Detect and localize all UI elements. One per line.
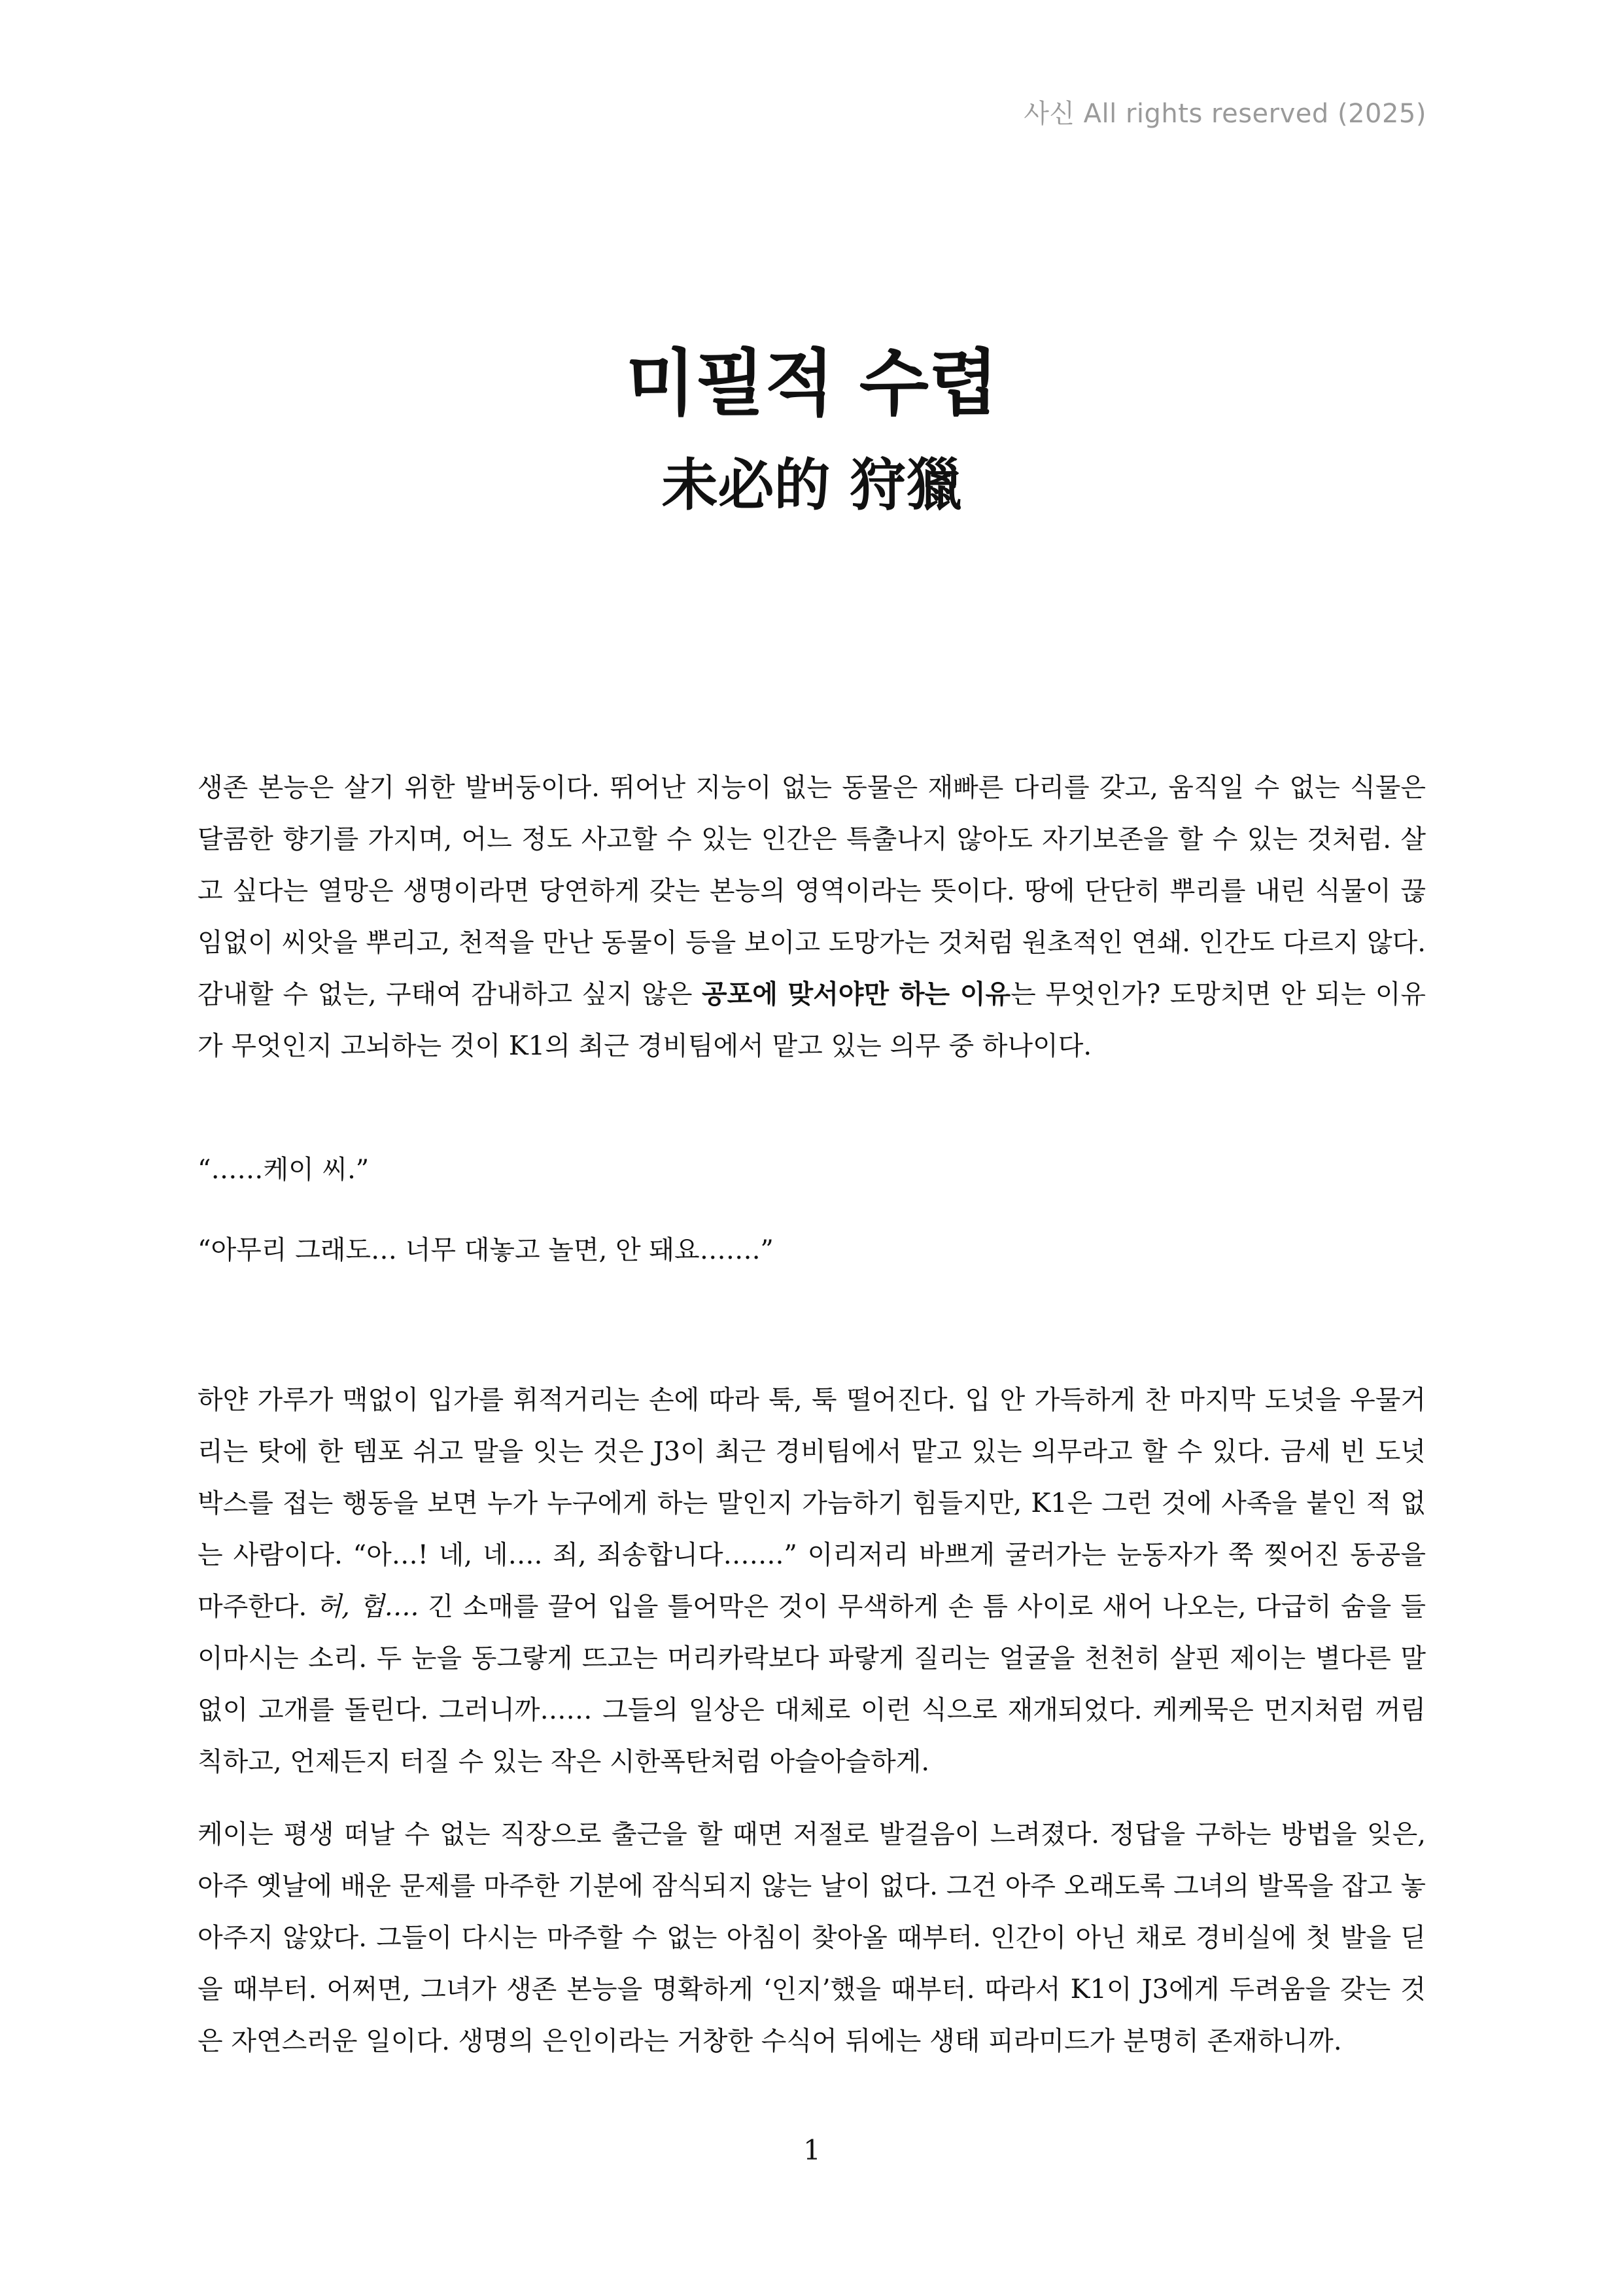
- title-block: [0, 340, 1624, 519]
- paragraph-1-bold: 공포에 맞서야만 하는 이유: [702, 979, 1011, 1009]
- dialogue-line-2: “아무리 그래도… 너무 대놓고 놀면, 안 돼요…….”: [198, 1235, 774, 1265]
- paragraph-4: 케이는 평생 떠날 수 없는 직장으로 출근을 할 때면 저절로 발걸음이 느려졌다. 정답을 구하는 방법을 잊은, 아주 옛날에 배운 문제를 마주한 기분에 잠식되지 않는 날이 없다. 그건 아주 오래도록 그녀의 발목을 잡고 놓아주지 않았다. 그들이 다시는 마주할 수 없는 아침이 찾아올 때부터. 인간이 아닌 채로 경비실에 첫 발을 딛을 때부터. 어쩌면, 그녀가 생존 본능을 명확하게 ‘인지’했을 때부터. 따라서 K1이 J3에게 두려움을 갖는 것은 자연스러운 일이다. 생명의 은인이라는 거창한 수식어 뒤에는 생태 피라미드가 분명히 존재하니까.: [198, 1819, 1426, 2056]
- title-hanja: 未必的 狩獵: [661, 452, 963, 518]
- paragraph-3-italic: 허, 헙….: [316, 1592, 419, 1622]
- paragraph-3-text-end: 긴 소매를 끌어 입을 틀어막은 것이 무색하게 손 틈 사이로 새어 나오는, 다급히 숨을 들이마시는 소리. 두 눈을 동그랗게 뜨고는 머리카락보다 파랗게 질리는 얼굴을 천천히 살핀 제이는 별다른 말 없이 고개를 돌린다. 그러니까…… 그들의 일상은 대체로 이런 식으로 재개되었다. 케케묵은 먼지처럼 꺼림칙하고, 언제든지 터질 수 있는 작은 시한폭탄처럼 아슬아슬하게.: [198, 1592, 1426, 1777]
- title-korean: 미필적 수렵: [625, 341, 999, 425]
- paragraph-3: [198, 1375, 1426, 1788]
- paragraph-1-text: 생존 본능은 살기 위한 발버둥이다. 뛰어난 지능이 없는 동물은 재빠른 다리를 갖고, 움직일 수 없는 식물은 달콤한 향기를 가지며, 어느 정도 사고할 수 있는 인간은 특출나지 않아도 자기보존을 할 수 있는 것처럼. 살고 싶다는 열망은 생명이라면 당연하게 갖는 본능의 영역이라는 뜻이다. 땅에 단단히 뿌리를 내린 식물이 끊임없이 씨앗을 뿌리고, 천적을 만난 동물이 등을 보이고 도망가는 것처럼 원초적인 연쇄. 인간도 다르지 않다. 감내할 수 없는, 구태여 감내하고 싶지 않은: [198, 773, 1426, 1009]
- copyright-notice: 사신 All rights reserved (2025): [1024, 99, 1426, 129]
- paragraph-1: [198, 762, 1426, 1072]
- page-number: 1: [803, 2134, 821, 2166]
- body-text: [198, 762, 1426, 2067]
- dialogue-line-1: “……케이 씨.”: [198, 1155, 370, 1185]
- paragraph-3-text: 하얀 가루가 맥없이 입가를 휘적거리는 손에 따라 툭, 툭 떨어진다. 입 안 가득하게 찬 마지막 도넛을 우물거리는 탓에 한 템포 쉬고 말을 잇는 것은 J3이 최근 경비팀에서 맡고 있는 의무라고 할 수 있다. 금세 빈 도넛 박스를 접는 행동을 보면 누가 누구에게 하는 말인지 가늠하기 힘들지만, K1은 그런 것에 사족을 붙인 적 없는 사람이다. “아…! 네, 네…. 죄, 죄송합니다…….” 이리저리 바쁘게 굴러가는 눈동자가 쭉 찢어진 동공을 마주한다.: [198, 1385, 1426, 1622]
- paragraph-1-text-end: 는 무엇인가? 도망치면 안 되는 이유가 무엇인지 고뇌하는 것이 K1의 최근 경비팀에서 맡고 있는 의무 중 하나이다.: [198, 979, 1426, 1061]
